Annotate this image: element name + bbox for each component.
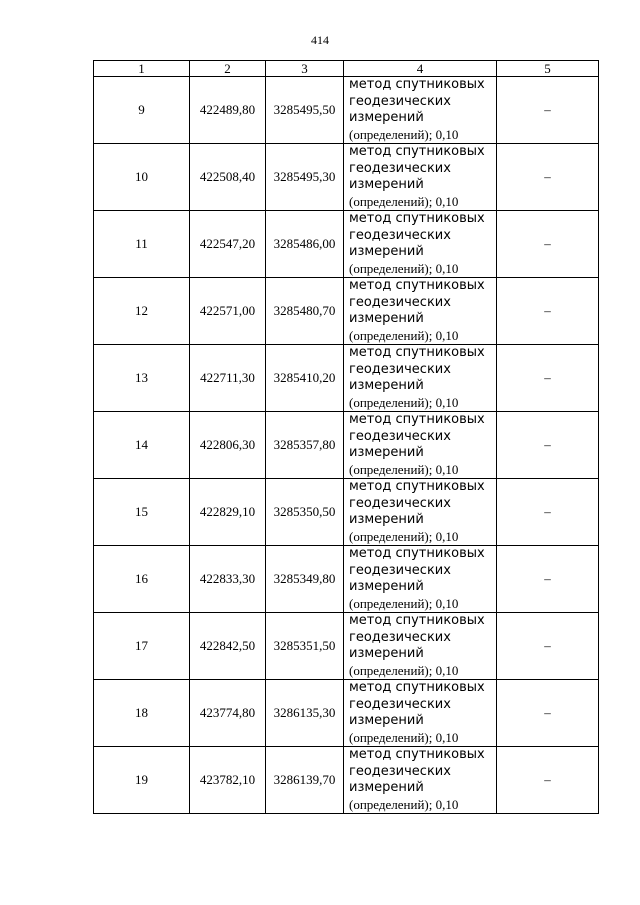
coordinates-table <box>93 60 599 814</box>
method-line: метод спутниковых <box>349 680 485 695</box>
note-cell: – <box>497 479 599 546</box>
method-cell <box>344 479 497 546</box>
method-line: (определений); 0,10 <box>349 662 459 678</box>
method-line: измерений <box>349 512 424 527</box>
method-line: геодезических <box>349 495 451 511</box>
method-line: измерений <box>349 579 424 594</box>
y-coordinate-cell: 3285480,70 <box>266 278 344 345</box>
method-line: (определений); 0,10 <box>349 595 459 611</box>
point-number-cell: 13 <box>94 345 190 412</box>
method-line: метод спутниковых <box>349 345 485 360</box>
method-cell <box>344 211 497 278</box>
table-header-row <box>94 61 599 77</box>
table-row <box>94 278 599 345</box>
method-line: геодезических <box>349 361 451 377</box>
x-coordinate-cell: 422508,40 <box>190 144 266 211</box>
point-number-cell: 19 <box>94 747 190 814</box>
x-coordinate-cell: 422842,50 <box>190 613 266 680</box>
note-cell: – <box>497 211 599 278</box>
method-line: измерений <box>349 110 424 125</box>
point-number-cell: 16 <box>94 546 190 613</box>
table-row <box>94 546 599 613</box>
method-line: геодезических <box>349 763 451 779</box>
table-row <box>94 613 599 680</box>
note-cell: – <box>497 546 599 613</box>
point-number-cell: 9 <box>94 77 190 144</box>
header-col-1: 1 <box>94 61 190 77</box>
method-line: (определений); 0,10 <box>349 528 459 544</box>
point-number-cell: 17 <box>94 613 190 680</box>
y-coordinate-cell: 3285410,20 <box>266 345 344 412</box>
method-line: измерений <box>349 713 424 728</box>
page-number: 414 <box>311 33 329 47</box>
method-line: метод спутниковых <box>349 747 485 762</box>
header-col-3: 3 <box>266 61 344 77</box>
method-line: геодезических <box>349 428 451 444</box>
header-col-5: 5 <box>497 61 599 77</box>
y-coordinate-cell: 3285495,30 <box>266 144 344 211</box>
method-line: геодезических <box>349 160 451 176</box>
method-cell <box>344 546 497 613</box>
method-cell <box>344 144 497 211</box>
method-line: геодезических <box>349 562 451 578</box>
note-cell: – <box>497 77 599 144</box>
method-line: (определений); 0,10 <box>349 260 459 276</box>
y-coordinate-cell: 3285351,50 <box>266 613 344 680</box>
table-row <box>94 412 599 479</box>
header-col-4: 4 <box>344 61 497 77</box>
method-line: метод спутниковых <box>349 77 485 92</box>
table-row <box>94 680 599 747</box>
x-coordinate-cell: 423774,80 <box>190 680 266 747</box>
note-cell: – <box>497 613 599 680</box>
note-cell: – <box>497 144 599 211</box>
point-number-cell: 18 <box>94 680 190 747</box>
method-cell <box>344 747 497 814</box>
method-line: метод спутниковых <box>349 211 485 226</box>
method-line: измерений <box>349 177 424 192</box>
x-coordinate-cell: 422571,00 <box>190 278 266 345</box>
method-line: измерений <box>349 780 424 795</box>
method-cell <box>344 345 497 412</box>
method-line: геодезических <box>349 93 451 109</box>
method-line: (определений); 0,10 <box>349 461 459 477</box>
method-line: измерений <box>349 445 424 460</box>
x-coordinate-cell: 422489,80 <box>190 77 266 144</box>
method-line: геодезических <box>349 227 451 243</box>
table-row <box>94 747 599 814</box>
y-coordinate-cell: 3285349,80 <box>266 546 344 613</box>
method-cell <box>344 680 497 747</box>
method-line: метод спутниковых <box>349 278 485 293</box>
method-cell <box>344 77 497 144</box>
point-number-cell: 14 <box>94 412 190 479</box>
table-row <box>94 345 599 412</box>
y-coordinate-cell: 3286135,30 <box>266 680 344 747</box>
method-cell <box>344 613 497 680</box>
method-line: (определений); 0,10 <box>349 796 459 812</box>
y-coordinate-cell: 3285495,50 <box>266 77 344 144</box>
header-col-2: 2 <box>190 61 266 77</box>
method-line: геодезических <box>349 629 451 645</box>
point-number-cell: 10 <box>94 144 190 211</box>
method-line: метод спутниковых <box>349 613 485 628</box>
note-cell: – <box>497 412 599 479</box>
point-number-cell: 15 <box>94 479 190 546</box>
point-number-cell: 12 <box>94 278 190 345</box>
method-line: (определений); 0,10 <box>349 327 459 343</box>
method-line: измерений <box>349 311 424 326</box>
y-coordinate-cell: 3285486,00 <box>266 211 344 278</box>
method-cell <box>344 412 497 479</box>
x-coordinate-cell: 423782,10 <box>190 747 266 814</box>
method-line: геодезических <box>349 294 451 310</box>
table-row <box>94 77 599 144</box>
method-line: измерений <box>349 244 424 259</box>
table-row <box>94 144 599 211</box>
method-line: измерений <box>349 378 424 393</box>
x-coordinate-cell: 422833,30 <box>190 546 266 613</box>
method-line: (определений); 0,10 <box>349 126 459 142</box>
x-coordinate-cell: 422806,30 <box>190 412 266 479</box>
note-cell: – <box>497 278 599 345</box>
y-coordinate-cell: 3286139,70 <box>266 747 344 814</box>
x-coordinate-cell: 422829,10 <box>190 479 266 546</box>
method-line: метод спутниковых <box>349 479 485 494</box>
method-line: метод спутниковых <box>349 144 485 159</box>
method-line: измерений <box>349 646 424 661</box>
table-row <box>94 479 599 546</box>
method-line: (определений); 0,10 <box>349 729 459 745</box>
point-number-cell: 11 <box>94 211 190 278</box>
y-coordinate-cell: 3285357,80 <box>266 412 344 479</box>
x-coordinate-cell: 422547,20 <box>190 211 266 278</box>
note-cell: – <box>497 345 599 412</box>
method-line: геодезических <box>349 696 451 712</box>
note-cell: – <box>497 747 599 814</box>
method-line: (определений); 0,10 <box>349 394 459 410</box>
y-coordinate-cell: 3285350,50 <box>266 479 344 546</box>
method-line: метод спутниковых <box>349 412 485 427</box>
table-row <box>94 211 599 278</box>
method-cell <box>344 278 497 345</box>
note-cell: – <box>497 680 599 747</box>
method-line: метод спутниковых <box>349 546 485 561</box>
method-line: (определений); 0,10 <box>349 193 459 209</box>
x-coordinate-cell: 422711,30 <box>190 345 266 412</box>
